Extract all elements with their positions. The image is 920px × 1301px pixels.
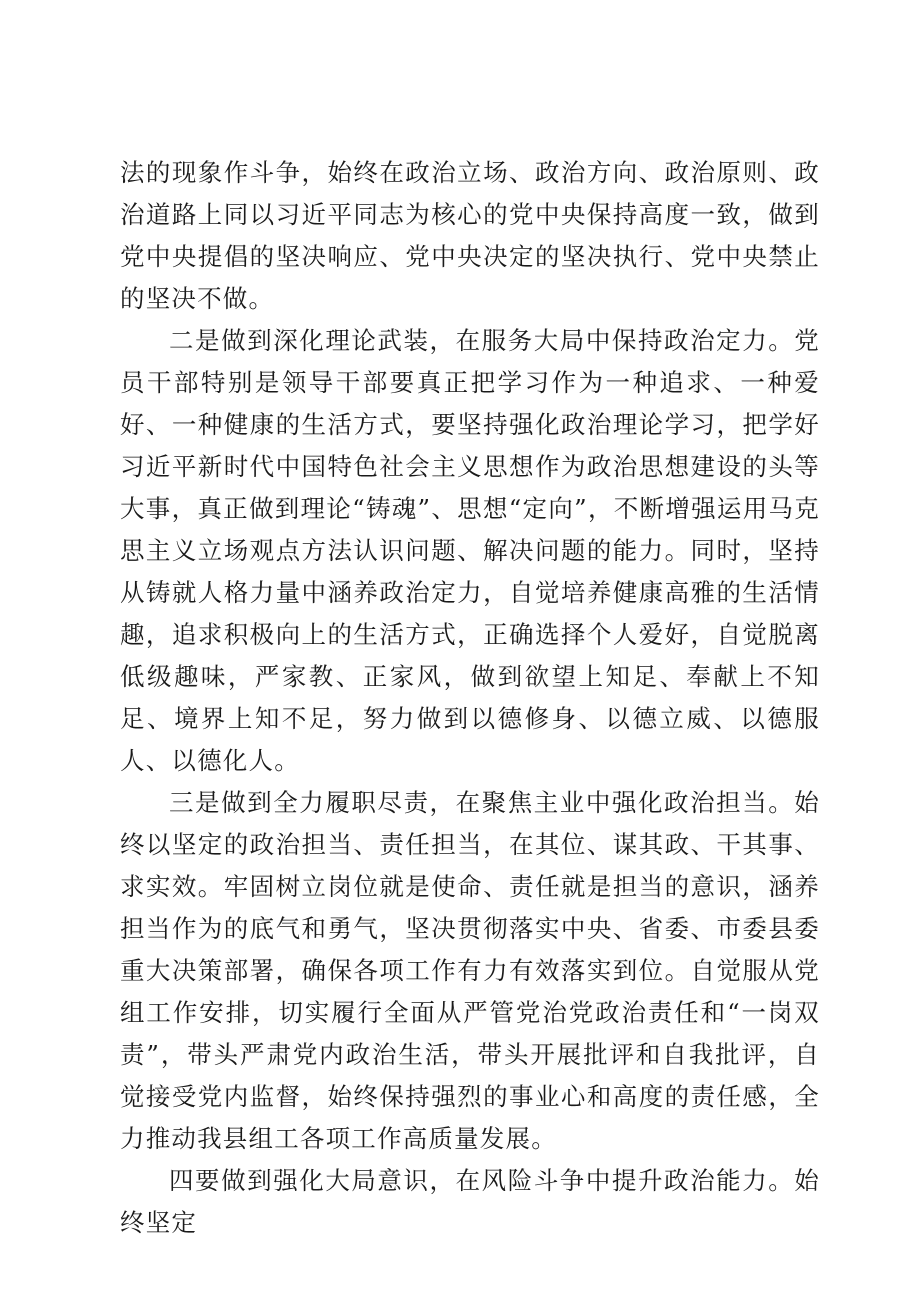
document-body <box>120 152 820 1244</box>
paragraph-point-3: 三是做到全力履职尽责，在聚焦主业中强化政治担当。始终以坚定的政治担当、责任担当，在其位、谋其政、干其事、求实效。牢固树立岗位就是使命、责任就是担当的意识，涵养担当作为的底气和勇气，坚决贯彻落实中央、省委、市委县委重大决策部署，确保各项工作有力有效落实到位。自觉服从党组工作安排，切实履行全面从严管党治党政治责任和“一岗双责”，带头严肃党内政治生活，带头开展批评和自我批评，自觉接受党内监督，始终保持强烈的事业心和高度的责任感，全力推动我县组工各项工作高质量发展。 <box>120 788 820 1153</box>
paragraph-continuation: 法的现象作斗争，始终在政治立场、政治方向、政治原则、政治道路上同以习近平同志为核心的党中央保持高度一致，做到党中央提倡的坚决响应、党中央决定的坚决执行、党中央禁止的坚决不做。 <box>120 158 820 313</box>
paragraph-point-4: 四要做到强化大局意识，在风险斗争中提升政治能力。始终坚定 <box>120 1166 820 1237</box>
paragraph-point-2: 二是做到深化理论武装，在服务大局中保持政治定力。党员干部特别是领导干部要真正把学习作为一种追求、一种爱好、一种健康的生活方式，要坚持强化政治理论学习，把学好习近平新时代中国特色社会主义思想作为政治思想建设的头等大事，真正做到理论“铸魂”、思想“定向”，不断增强运用马克思主义立场观点方法认识问题、解决问题的能力。同时，坚持从铸就人格力量中涵养政治定力，自觉培养健康高雅的生活情趣，追求积极向上的生活方式，正确选择个人爱好，自觉脱离低级趣味，严家教、正家风，做到欲望上知足、奉献上不知足、境界上知不足，努力做到以德修身、以德立威、以德服人、以德化人。 <box>120 326 820 775</box>
